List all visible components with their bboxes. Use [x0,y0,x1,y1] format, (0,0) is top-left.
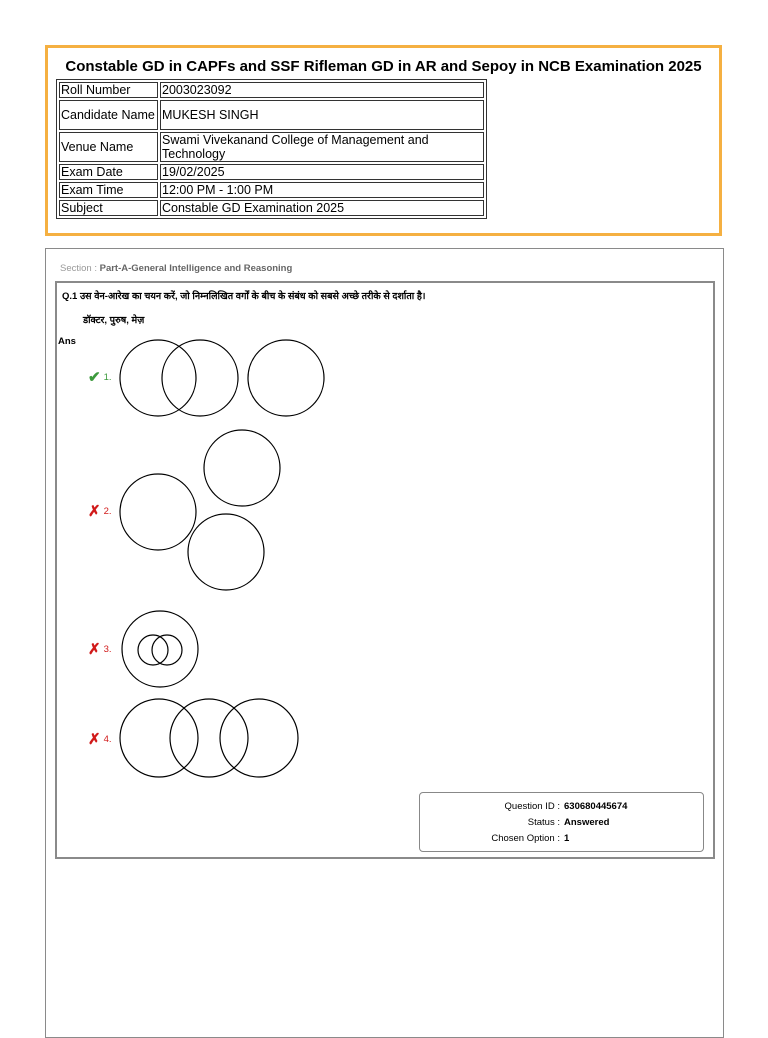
option-1-label: 1. [103,372,112,383]
table-row [59,100,484,130]
exam-title: Constable GD in CAPFs and SSF Rifleman GD in AR and Sepoy in NCB Examination 2025 [65,58,702,75]
venn-circle [120,340,196,416]
candidate-name-label: Candidate Name [59,100,158,130]
table-row [59,132,484,162]
venn-circle [188,514,264,590]
subject-value: Constable GD Examination 2025 [160,200,484,216]
option-1-marker [88,370,112,385]
option-1-venn-diagram [118,338,328,420]
option-4-venn-diagram [118,697,302,781]
venn-circle [122,611,198,687]
venn-circle [138,635,168,665]
venn-circle [204,430,280,506]
table-row [59,200,484,216]
option-3-label: 3. [103,644,112,655]
section-name: Part-A-General Intelligence and Reasoning [99,263,293,274]
question-number: Q.1 [62,291,78,302]
venn-circle [120,699,198,777]
venn-circle [248,340,324,416]
question-id-label: Question ID : [504,801,560,812]
chosen-option-value: 1 [564,833,570,844]
exam-time-label: Exam Time [59,182,158,198]
table-row [59,82,484,98]
ans-label: Ans [58,336,76,347]
candidate-name-value: MUKESH SINGH [160,100,484,130]
venue-name-value: Swami Vivekanand College of Management and Technology [160,132,484,162]
venue-name-label: Venue Name [59,132,158,162]
venn-circle [162,340,238,416]
roll-number-label: Roll Number [59,82,158,98]
option-3-marker [88,642,112,657]
chosen-option-label: Chosen Option : [491,833,560,844]
option-2-venn-diagram [118,428,288,594]
option-3-venn-diagram [120,609,202,691]
question-text [62,289,426,302]
question-terms: डॉक्टर, पुरुष, मेज़ [83,315,145,326]
option-2-marker [88,504,112,519]
status-label: Status : [527,817,560,828]
question-info-box [419,792,704,852]
option-4-marker [88,732,112,747]
cross-icon: ✗ [88,503,101,520]
status-value: Answered [564,817,610,828]
cross-icon: ✗ [88,641,101,658]
roll-number-value: 2003023092 [160,82,484,98]
venn-circle [170,699,248,777]
cross-icon: ✗ [88,731,101,748]
venn-circle [220,699,298,777]
check-icon: ✔ [88,369,101,386]
option-4-label: 4. [103,734,112,745]
option-2-label: 2. [103,506,112,517]
venn-circle [120,474,196,550]
section-prefix: Section : [60,263,97,274]
venn-circle [152,635,182,665]
subject-label: Subject [59,200,158,216]
table-row [59,164,484,180]
candidate-info-table [56,79,487,219]
exam-header [45,45,722,236]
question-body: उस वेन-आरेख का चयन करें, जो निम्नलिखित वर्गों के बीच के संबंध को सबसे अच्छे तरीके से दर्शाता है। [79,291,426,302]
exam-date-value: 19/02/2025 [160,164,484,180]
table-row [59,182,484,198]
section-heading [60,263,292,274]
exam-time-value: 12:00 PM - 1:00 PM [160,182,484,198]
exam-date-label: Exam Date [59,164,158,180]
question-id-value: 630680445674 [564,801,628,812]
